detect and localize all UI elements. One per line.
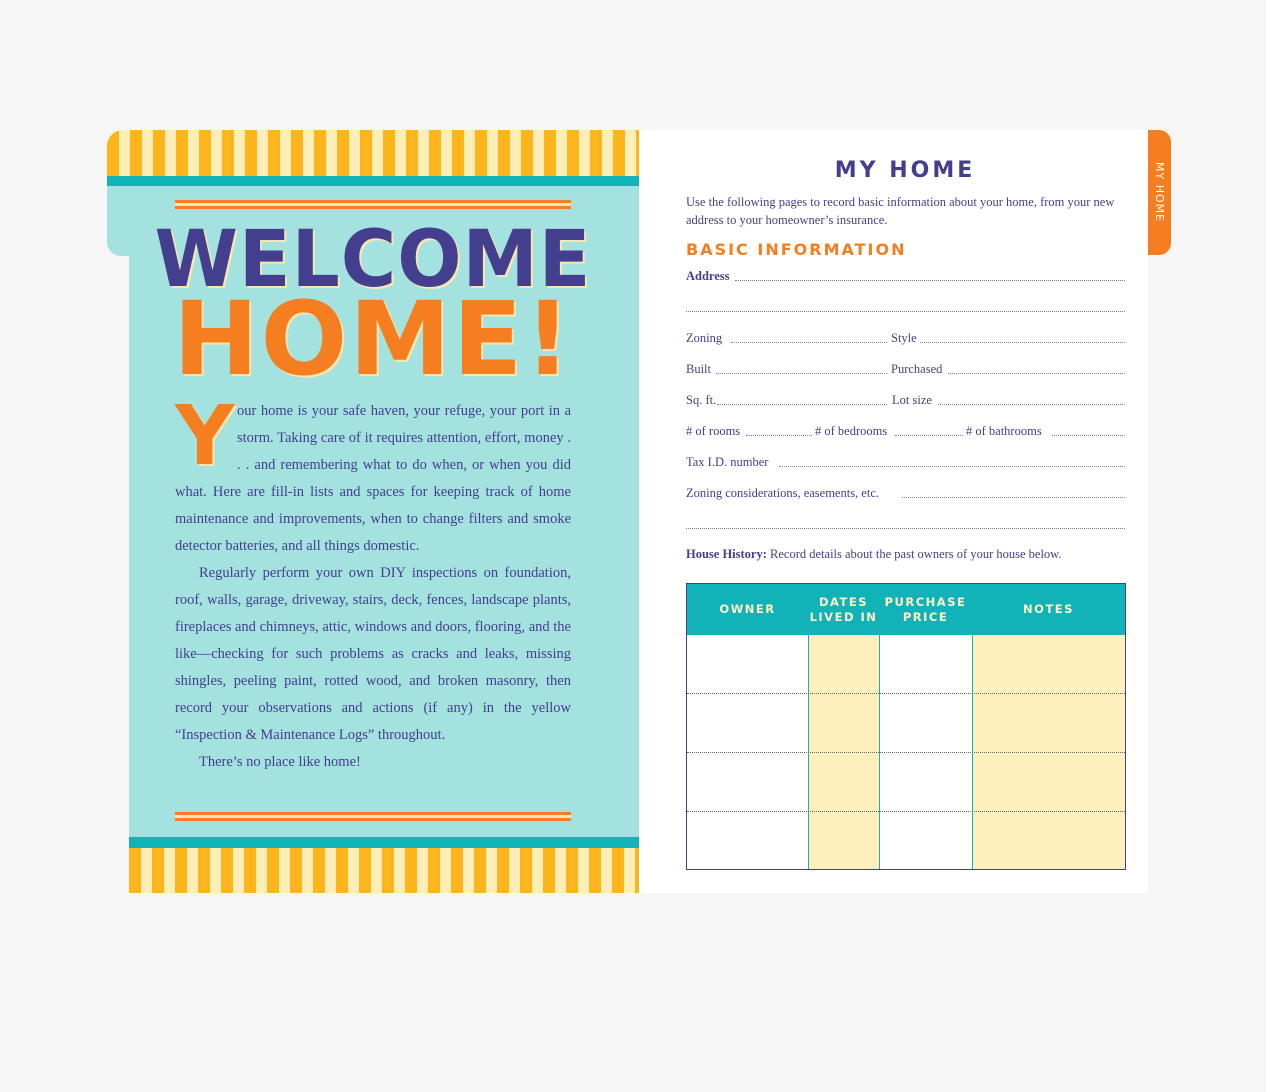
zoning-considerations-line-1[interactable]: [902, 497, 1125, 498]
zoning-label: Zoning: [686, 331, 723, 345]
page-intro: Use the following pages to record basic information about your home, from your new address to your homeowner’s insurance.: [686, 195, 1115, 227]
zoning-considerations-line-2[interactable]: [686, 528, 1125, 529]
tax-id-line[interactable]: [779, 466, 1125, 467]
purchased-label: Purchased: [891, 362, 943, 376]
tax-id-label: Tax I.D. number: [686, 455, 769, 469]
page-title: MY HOME: [834, 158, 976, 183]
intro-body-text: [175, 389, 571, 776]
style-label: Style: [891, 331, 917, 345]
table-header-dates-lived-in: DATES LIVED IN: [809, 594, 878, 624]
row-divider-1: [687, 693, 1125, 694]
address-line-1[interactable]: [735, 280, 1125, 281]
paragraph-2: Regularly perform your own DIY inspections on foundation, roof, walls, garage, driveway, stairs, deck, fences, landscape plants, fireplaces and chimneys, attic, windows and doors, flooring, and the like—checking for such problems as cracks and leaks, missing shingles, peeling paint, rotted wood, and broken masonry, then record your observations and actions (if any) in the yellow “Inspection & Maintenance Logs” throughout.: [175, 565, 571, 743]
bottom-stripe-band: [129, 848, 639, 893]
headline-welcome: WELCOME: [154, 215, 592, 305]
bottom-teal-band: [129, 837, 639, 848]
section-heading-basic-info: BASIC INFORMATION: [686, 240, 907, 259]
top-teal-band: [107, 176, 639, 186]
lot-size-label: Lot size: [892, 393, 932, 407]
house-history-note: House History: Record details about the past owners of your house below.: [686, 547, 1062, 561]
address-label: Address: [686, 269, 730, 283]
built-line[interactable]: [716, 373, 887, 374]
house-history-table: [686, 583, 1126, 870]
purchased-line[interactable]: [948, 373, 1125, 374]
rooms-line[interactable]: [746, 435, 812, 436]
table-header-purchase-price: PURCHASE PRICE: [884, 594, 967, 624]
bedrooms-line[interactable]: [895, 435, 963, 436]
column-divider-1: [808, 635, 809, 869]
sqft-label: Sq. ft.: [686, 393, 717, 407]
built-label: Built: [686, 362, 712, 376]
side-tab-label: MY HOME: [1153, 162, 1166, 223]
lot-size-line[interactable]: [938, 404, 1125, 405]
column-divider-3: [972, 635, 973, 869]
drop-cap: Y: [175, 389, 235, 484]
top-divider-rule: [175, 200, 571, 209]
style-line[interactable]: [920, 342, 1125, 343]
table-header-owner: OWNER: [719, 602, 776, 616]
bathrooms-line[interactable]: [1052, 435, 1125, 436]
row-divider-2: [687, 752, 1125, 753]
table-header-notes: NOTES: [1023, 602, 1074, 616]
side-tab-my-home[interactable]: [1148, 130, 1171, 255]
zoning-line[interactable]: [731, 342, 887, 343]
paragraph-1: Your home is your safe haven, your refuge, your port in a storm. Taking care of it requires attention, effort, money . . . and remembering what to do when, or when you did what. Here are fill-in lists and spaces for keeping track of home maintenance and improvements, when to change filters and smoke detector batteries, and all things domestic.: [175, 389, 571, 554]
address-line-2[interactable]: [686, 311, 1125, 312]
headline-home: HOME!: [173, 280, 573, 399]
paragraph-3: There’s no place like home!: [199, 754, 361, 770]
bottom-divider-rule: [175, 812, 571, 821]
bedrooms-label: # of bedrooms: [815, 424, 888, 438]
sqft-line[interactable]: [717, 404, 887, 405]
row-divider-3: [687, 811, 1125, 812]
column-divider-2: [879, 635, 880, 869]
zoning-considerations-label: Zoning considerations, easements, etc.: [686, 486, 879, 500]
left-page: [107, 130, 639, 893]
bathrooms-label: # of bathrooms: [966, 424, 1042, 438]
top-stripe-band: [107, 130, 639, 176]
rooms-label: # of rooms: [686, 424, 741, 438]
